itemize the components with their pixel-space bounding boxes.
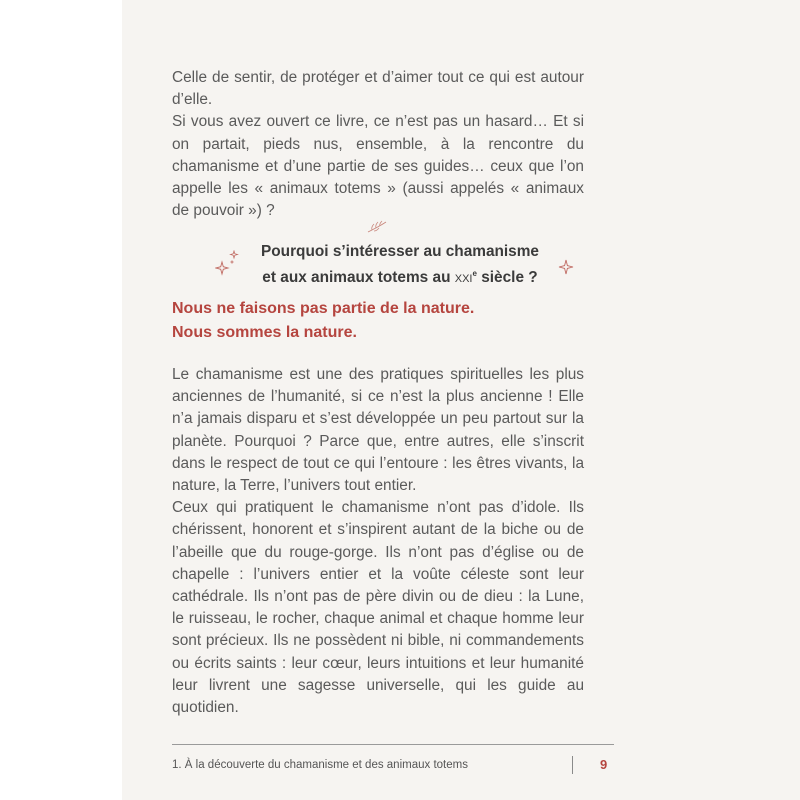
title-text-part: et aux animaux totems au	[262, 269, 455, 287]
intro-paragraph-1: Celle de sentir, de protéger et d’aimer tout ce qui est autour d’elle.	[172, 69, 584, 109]
quote-line-2: Nous sommes la nature.	[172, 324, 357, 341]
century-superscript: e	[472, 269, 477, 278]
body-text	[172, 364, 584, 719]
century-label: XXI	[454, 273, 473, 286]
sparkle-right-icon	[556, 257, 576, 277]
footer-rule	[172, 744, 614, 745]
body-paragraph-1: Le chamanisme est une des pratiques spirituelles les plus anciennes de l’humanité, si ce n’est la plus ancienne ! Elle n’a jamais disparu et s’est développée un peu partout sur la planète. Pourquoi ? Parce que, entre autres, elle s’inscrit dans le respect de tout ce qui l’entoure : les êtres vivants, la nature, la Terre, l’univers tout entier.	[172, 366, 584, 495]
title-text-end: siècle ?	[476, 269, 538, 287]
page-number: 9	[600, 757, 608, 772]
body-paragraph-2: Ceux qui pratiquent le chamanisme n’ont pas d’idole. Ils chérissent, honorent et s’inspirent autant de la biche ou de l’abeille que du rouge-gorge. Ils n’ont pas d’église ou de chapelle : l’univers entier et la voûte céleste sont leur cathédrale. Ils n’ont pas de père divin ou de dieu : la Lune, le ruisseau, le rocher, chaque animal et chaque homme leur sont précieux. Ils ne possèdent ni bible, ni commandements ou écrits saints : leur cœur, leurs intuitions et leur humanité leur livrent une sagesse universelle, qui les guide au quotidien.	[172, 499, 584, 717]
section-title-line-1: Pourquoi s’intéresser au chamanisme	[261, 243, 539, 260]
intro-paragraph-2: Si vous avez ouvert ce livre, ce n’est pas un hasard… Et si on partait, pieds nus, ensemble, à la rencontre du chamanisme et d’une partie de ses guides… ceux que l’on appelle les « animaux totems » (aussi appelés « animaux de pouvoir ») ?	[172, 113, 584, 220]
highlight-quote	[172, 297, 592, 345]
section-title	[250, 241, 550, 290]
footer-chapter-title: 1. À la découverte du chamanisme et des animaux totems	[172, 759, 468, 771]
leaf-ornament-icon	[366, 220, 388, 234]
footer-divider	[572, 756, 573, 774]
intro-text	[172, 67, 584, 222]
quote-line-1: Nous ne faisons pas partie de la nature.	[172, 300, 475, 317]
section-title-line-2	[250, 263, 550, 290]
sparkle-left-icon	[215, 250, 241, 276]
